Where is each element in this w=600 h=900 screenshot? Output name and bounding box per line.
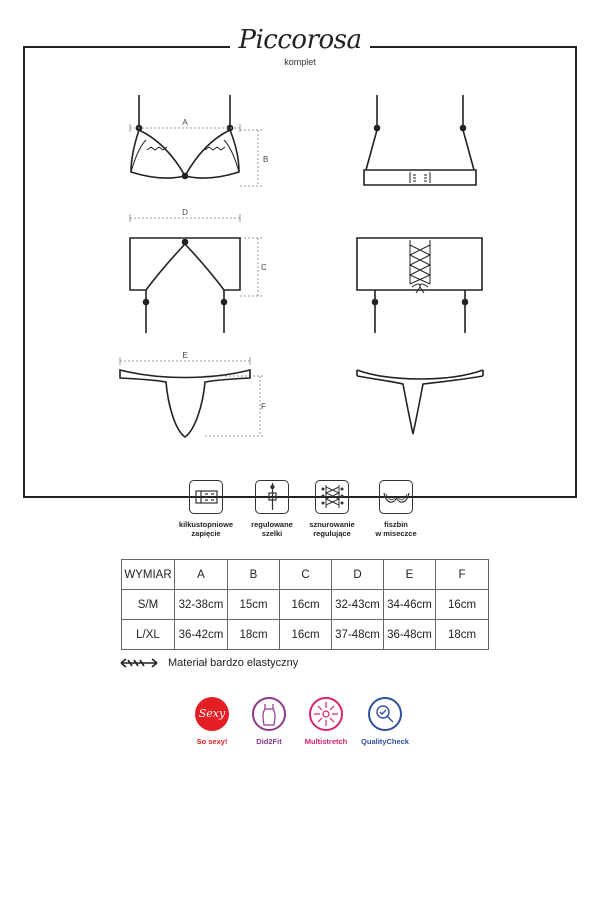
- table-cell: 36-48cm: [384, 620, 436, 650]
- elastic-note-text: Materiał bardzo elastyczny: [168, 657, 299, 669]
- feature-label-line1: fiszbin: [384, 520, 408, 529]
- table-cell: 36-42cm: [175, 620, 228, 650]
- badge-label: QualityCheck: [361, 737, 409, 746]
- table-cell: 18cm: [436, 620, 489, 650]
- table-cell: 32-38cm: [175, 590, 228, 620]
- feature-label-line2: w miseczce: [375, 529, 417, 538]
- dimension-label-d: D: [182, 208, 188, 217]
- stretch-arrow-icon: [120, 658, 158, 668]
- badge-label: Did2Fit: [256, 737, 282, 746]
- table-cell: 16cm: [280, 590, 332, 620]
- lacing-icon: [315, 480, 349, 514]
- bra-front-drawing: [131, 95, 239, 179]
- table-row: [122, 590, 489, 620]
- garter-belt-front-drawing: [130, 238, 240, 333]
- badge-icon-text: Sexy: [198, 707, 226, 720]
- table-header-cell: D: [332, 560, 384, 590]
- table-header-cell: C: [280, 560, 332, 590]
- table-header-row: [122, 560, 489, 590]
- badge-label: Multistretch: [304, 737, 348, 746]
- feature-label-line2: zapięcie: [191, 529, 221, 538]
- feature-label-line1: sznurowanie: [309, 520, 355, 529]
- quality-check-badge-icon: [368, 697, 402, 731]
- feature-label-line2: regulujące: [313, 529, 351, 538]
- thong-back-drawing: [357, 370, 483, 434]
- table-cell: 34-46cm: [384, 590, 436, 620]
- adjustable-strap-icon: [255, 480, 289, 514]
- brand-subtitle: komplet: [284, 57, 316, 67]
- badge-label: So sexy!: [196, 737, 228, 746]
- table-cell: 16cm: [280, 620, 332, 650]
- table-cell: 37-48cm: [332, 620, 384, 650]
- garter-belt-back-drawing: [357, 238, 482, 333]
- table-header-cell: WYMIAR: [122, 560, 175, 590]
- underwire-cup-icon: [379, 480, 413, 514]
- size-table: [121, 559, 489, 650]
- dimension-label-f: F: [261, 402, 266, 411]
- feature-underwire: [356, 480, 436, 538]
- table-cell: 18cm: [228, 620, 280, 650]
- table-cell: L/XL: [122, 620, 175, 650]
- sexy-badge-icon: [195, 697, 229, 731]
- table-header-cell: A: [175, 560, 228, 590]
- badge-quality-check: [350, 697, 420, 746]
- multi-step-clasp-icon: [189, 480, 223, 514]
- thong-front-drawing: [120, 370, 250, 437]
- dimension-label-a: A: [182, 118, 188, 127]
- dimension-label-c: C: [261, 263, 267, 272]
- dimension-label-e: E: [182, 351, 188, 360]
- table-header-cell: F: [436, 560, 489, 590]
- table-cell: 15cm: [228, 590, 280, 620]
- table-header-cell: E: [384, 560, 436, 590]
- body-fit-badge-icon: [252, 697, 286, 731]
- table-cell: 32-43cm: [332, 590, 384, 620]
- feature-label-line1: kilkustopniowe: [178, 520, 234, 529]
- table-cell: S/M: [122, 590, 175, 620]
- feature-label-line1: regulowane: [251, 520, 293, 529]
- table-header-cell: B: [228, 560, 280, 590]
- dimension-lines: [120, 124, 264, 436]
- multistretch-badge-icon: [309, 697, 343, 731]
- bra-back-drawing: [364, 95, 476, 185]
- table-cell: 16cm: [436, 590, 489, 620]
- table-row: [122, 620, 489, 650]
- feature-label-line2: szelki: [261, 529, 283, 538]
- brand-name: Piccorosa: [238, 25, 362, 55]
- dimension-label-b: B: [263, 155, 269, 164]
- elastic-note: [120, 657, 298, 669]
